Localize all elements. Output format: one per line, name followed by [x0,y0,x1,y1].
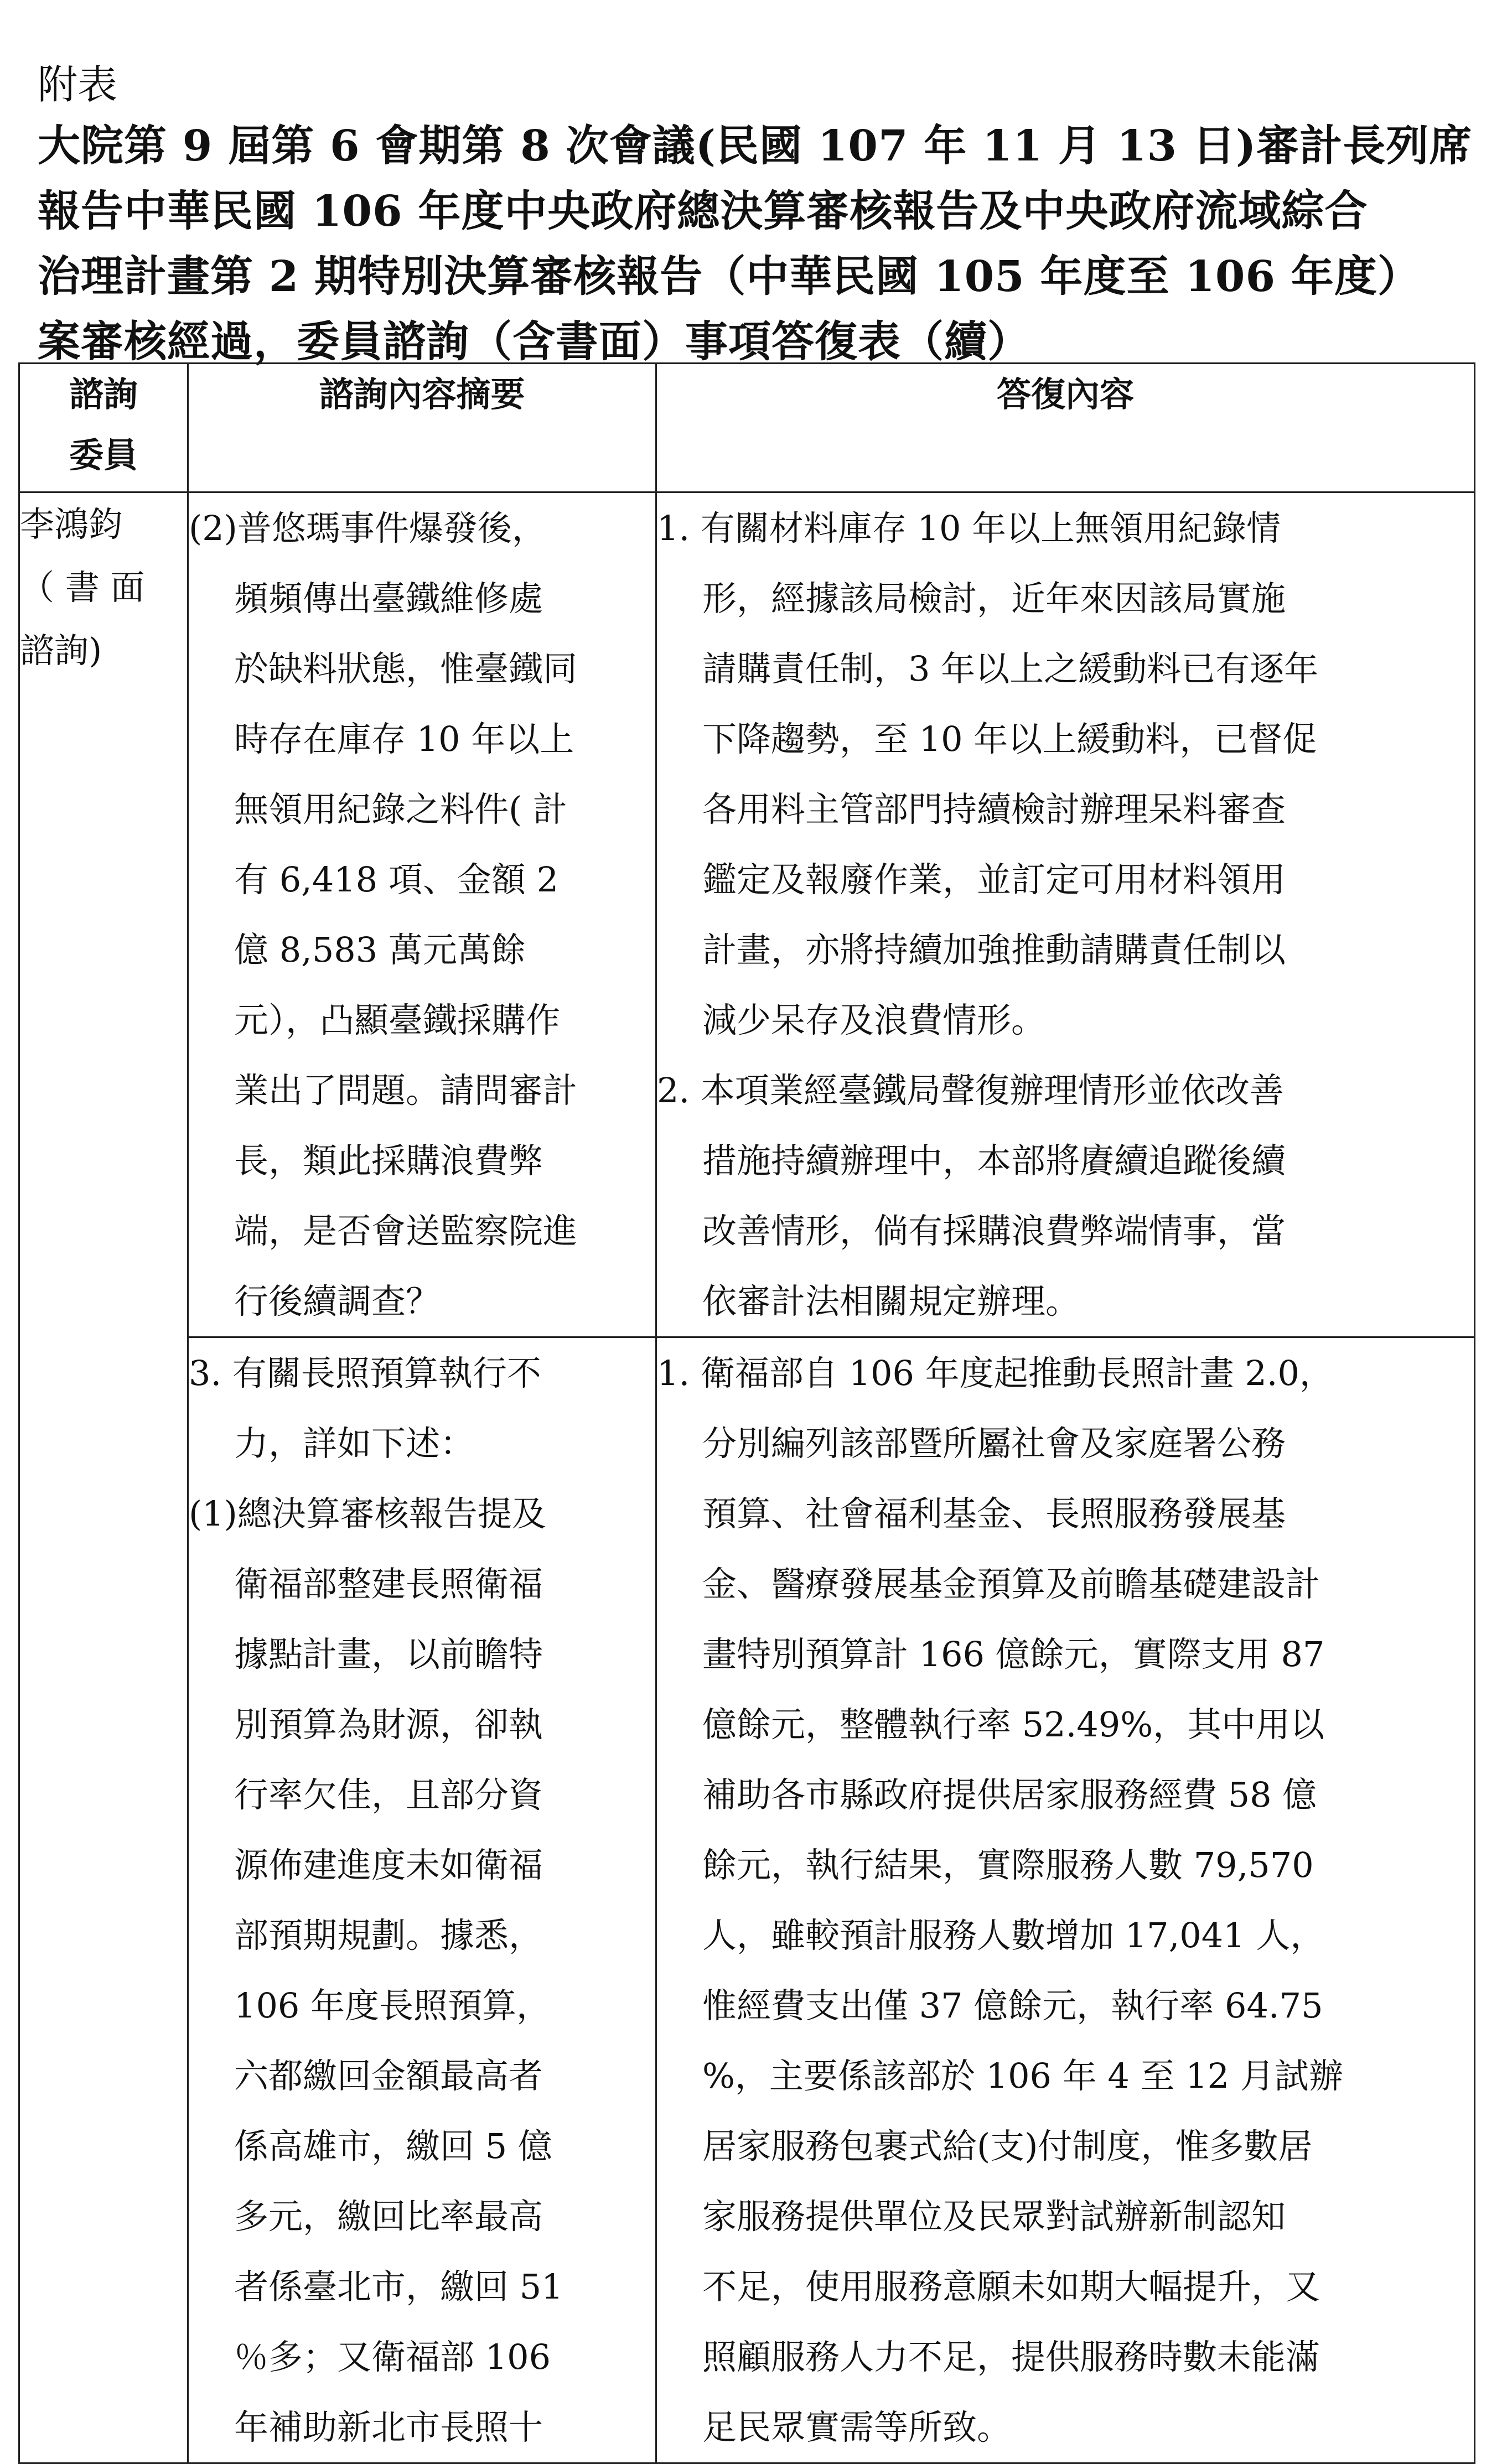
summary-entry [189,1338,655,2462]
summary-line: 有 6,418 項、金額 2 [234,859,559,900]
answer-cell [656,492,1475,1337]
summary-line: 衛福部整建長照衛福 [234,1564,543,1604]
summary-line: 無領用紀錄之料件( 計 [234,789,567,829]
column-header-summary: 諮詢內容摘要 [188,364,656,492]
answer-line: 惟經費支出僅 37 億餘元，執行率 64.75 [702,1985,1323,2026]
summary-line: 時存在庫存 10 年以上 [234,719,574,759]
summary-line: 3. 有關長照預算執行不 [189,1353,541,1393]
summary-line: 106 年度長照預算， [234,1985,551,2026]
annex-label: 附表 [38,61,118,108]
answer-line: 足民眾實需等所致。 [702,2407,1012,2447]
answer-line: 家服務提供單位及民眾對試辦新制認知 [702,2196,1286,2237]
summary-line: 行後續調查？ [234,1281,441,1321]
summary-entry [189,493,655,1336]
summary-line: 多元，繳回比率最高 [234,2196,543,2237]
answer-line: 計畫，亦將持續加強推動請購責任制以 [702,930,1286,970]
answer-line: 依審計法相關規定辦理。 [702,1281,1080,1321]
answer-line: 分別編列該部暨所屬社會及家庭署公務 [702,1423,1286,1464]
table-header-row [19,364,1475,492]
answer-line: 措施持續辦理中，本部將賡續追蹤後續 [702,1140,1286,1181]
answer-line: 形，經據該局檢討，近年來因該局實施 [702,578,1286,619]
member-note: 諮詢) [20,630,102,671]
answer-line: 人，雖較預計服務人數增加 17,041 人， [702,1915,1325,1955]
answer-line: 請購責任制，3 年以上之緩動料已有逐年 [702,649,1319,689]
answer-line: 居家服務包裹式給(支)付制度，惟多數居 [702,2126,1313,2166]
answer-line: %，主要係該部於 106 年 4 至 12 月試辦 [702,2056,1343,2096]
member-note: （ 書 面 [20,567,145,608]
summary-line: 六都繳回金額最高者 [234,2056,543,2096]
summary-line: (1)總決算審核報告提及 [189,1493,546,1534]
answer-line: 2. 本項業經臺鐵局聲復辦理情形並依改善 [657,1070,1284,1111]
summary-line: 據點計畫，以前瞻特 [234,1634,543,1674]
answer-line: 1. 有關材料庫存 10 年以上無領用紀錄情 [657,508,1281,548]
answer-line: 億餘元，整體執行率 52.49%，其中用以 [702,1704,1325,1745]
answer-line: 各用料主管部門持續檢討辦理呆料審查 [702,789,1286,829]
reply-table [18,362,1475,2464]
column-header-member-line: 諮詢 [69,374,138,414]
summary-cell [188,492,656,1337]
answer-line: 補助各市縣政府提供居家服務經費 58 億 [702,1775,1317,1815]
summary-line: 端，是否會送監察院進 [234,1211,578,1251]
column-header-member [19,364,188,492]
member-cell [19,492,188,2463]
answer-line: 不足，使用服務意願未如期大幅提升，又 [702,2266,1320,2307]
member-name: 李鴻鈞 [20,504,123,544]
summary-line: 部預期規劃。據悉， [234,1915,543,1955]
summary-line: 於缺料狀態，惟臺鐵同 [234,649,578,689]
answer-line: 鑑定及報廢作業，並訂定可用材料領用 [702,859,1286,900]
answer-line: 1. 衛福部自 106 年度起推動長照計畫 2.0， [657,1353,1334,1393]
summary-line: 係高雄市，繳回 5 億 [234,2126,552,2166]
summary-line: 年補助新北市長照十 [234,2407,543,2447]
answer-line: 餘元，執行結果，實際服務人數 79,570 [702,1845,1314,1885]
answer-item-1 [657,1338,1474,2462]
answer-item-1 [657,493,1474,1055]
answer-line: 預算、社會福利基金、長照服務發展基 [702,1493,1286,1534]
answer-line: 照顧服務人力不足，提供服務時數未能滿 [702,2337,1320,2377]
summary-line: 源佈建進度未如衛福 [234,1845,543,1885]
summary-line: 頻頻傳出臺鐵維修處 [234,578,543,619]
summary-line: 業出了問題。請問審計 [234,1070,578,1111]
answer-line: 改善情形，倘有採購浪費弊端情事，當 [702,1211,1286,1251]
title-line: 大院第 9 屆第 6 會期第 8 次會議(民國 107 年 11 月 13 日)審計長列席 [38,121,1473,171]
title-line: 案審核經過，委員諮詢（含書面）事項答復表（續） [38,317,1030,367]
answer-line: 畫特別預算計 166 億餘元，實際支用 87 [702,1634,1325,1674]
title-line: 報告中華民國 106 年度中央政府總決算審核報告及中央政府流域綜合 [38,186,1368,236]
column-header-member-line: 委員 [69,435,138,475]
answer-line: 金、醫療發展基金預算及前瞻基礎建設計 [702,1564,1320,1604]
summary-line: 力，詳如下述： [234,1423,475,1464]
document-title [38,113,1471,375]
table-row [19,492,1475,1337]
summary-line: 億 8,583 萬元萬餘 [234,930,526,970]
answer-line: 下降趨勢，至 10 年以上緩動料，已督促 [702,719,1317,759]
summary-line: 元），凸顯臺鐵採購作 [234,1000,561,1040]
summary-line: ％多；又衛福部 106 [234,2337,551,2377]
column-header-answer: 答復內容 [656,364,1475,492]
answer-cell [656,1337,1475,2463]
table-row [19,1337,1475,2463]
summary-line: (2)普悠瑪事件爆發後， [189,508,546,548]
title-line: 治理計畫第 2 期特別決算審核報告（中華民國 105 年度至 106 年度） [38,252,1421,302]
summary-line: 行率欠佳，且部分資 [234,1775,543,1815]
summary-line: 者係臺北市，繳回 51 [234,2266,563,2307]
answer-line: 減少呆存及浪費情形。 [702,1000,1046,1040]
summary-cell [188,1337,656,2463]
summary-line: 別預算為財源，卻執 [234,1704,543,1745]
answer-item-2 [657,1055,1474,1336]
summary-line: 長，類此採購浪費弊 [234,1140,543,1181]
